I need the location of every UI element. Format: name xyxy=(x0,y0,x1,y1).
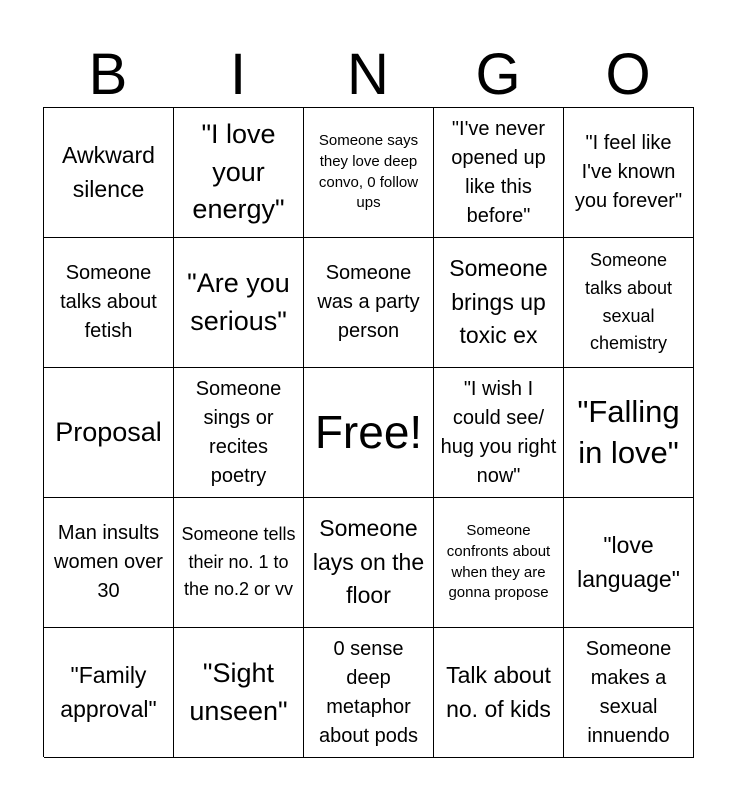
bingo-cell-text: Someone was a party person xyxy=(317,262,420,342)
bingo-cell-text: Someone says they love deep convo, 0 follow ups xyxy=(318,132,419,212)
bingo-cell-text: "I wish I could see/ hug you right now" xyxy=(440,377,557,487)
header-letter-i: I xyxy=(229,42,247,107)
bingo-cell[interactable] xyxy=(44,498,174,628)
bingo-cell[interactable] xyxy=(564,368,694,498)
bingo-cell[interactable] xyxy=(44,628,174,758)
bingo-cell[interactable] xyxy=(44,108,174,238)
bingo-cell[interactable] xyxy=(564,628,694,758)
bingo-cell-text: "I love your energy" xyxy=(192,118,285,225)
header-letter-b: B xyxy=(88,42,128,107)
bingo-cell-text: 0 sense deep metaphor about pods xyxy=(319,637,418,747)
bingo-cell-text: "Are you serious" xyxy=(187,267,290,336)
bingo-cell[interactable] xyxy=(564,498,694,628)
header-letter-g: G xyxy=(475,42,521,107)
bingo-cell-text: Someone talks about sexual chemistry xyxy=(584,249,673,354)
bingo-free-cell[interactable] xyxy=(304,368,434,498)
bingo-cell[interactable] xyxy=(174,628,304,758)
bingo-cell[interactable] xyxy=(434,628,564,758)
bingo-cell[interactable] xyxy=(174,238,304,368)
bingo-cell[interactable] xyxy=(174,108,304,238)
bingo-cell[interactable] xyxy=(44,238,174,368)
bingo-cell-text: Someone confronts about when they are gonna propose xyxy=(446,522,551,602)
header-letter-o: O xyxy=(605,42,651,107)
bingo-cell[interactable] xyxy=(434,108,564,238)
bingo-cell-text: "I feel like I've known you forever" xyxy=(574,132,683,212)
header-letter-n: N xyxy=(347,42,389,107)
bingo-cell-text: Proposal xyxy=(55,416,162,447)
bingo-cell-text: Man insults women over 30 xyxy=(54,522,163,602)
bingo-cell-text: Someone sings or recites poetry xyxy=(195,377,282,487)
bingo-cell[interactable] xyxy=(174,368,304,498)
bingo-cell[interactable] xyxy=(304,498,434,628)
bingo-cell-text: "I've never opened up like this before" xyxy=(451,117,546,227)
bingo-board xyxy=(43,107,694,757)
bingo-cell-text: Someone lays on the floor xyxy=(312,515,425,609)
bingo-cell[interactable] xyxy=(304,628,434,758)
bingo-cell[interactable] xyxy=(174,498,304,628)
bingo-cell[interactable] xyxy=(44,368,174,498)
bingo-cell-text: "Falling in love" xyxy=(577,394,680,470)
bingo-cell-text: Free! xyxy=(314,405,423,458)
bingo-cell-text: "love language" xyxy=(577,532,680,592)
bingo-cell-text: "Sight unseen" xyxy=(189,657,288,726)
bingo-header xyxy=(43,44,693,106)
bingo-cell-text: "Family approval" xyxy=(60,662,157,722)
bingo-cell-text: Someone tells their no. 1 to the no.2 or vv xyxy=(181,523,296,600)
bingo-cell-text: Someone brings up toxic ex xyxy=(449,255,548,349)
bingo-cell-text: Awkward silence xyxy=(62,142,155,202)
bingo-cell-text: Someone makes a sexual innuendo xyxy=(585,637,672,747)
bingo-cell[interactable] xyxy=(434,238,564,368)
bingo-cell[interactable] xyxy=(434,498,564,628)
bingo-cell[interactable] xyxy=(304,108,434,238)
bingo-cell[interactable] xyxy=(434,368,564,498)
bingo-cell-text: Talk about no. of kids xyxy=(446,662,551,722)
bingo-cell[interactable] xyxy=(304,238,434,368)
bingo-cell[interactable] xyxy=(564,108,694,238)
bingo-cell[interactable] xyxy=(564,238,694,368)
bingo-cell-text: Someone talks about fetish xyxy=(60,262,157,342)
